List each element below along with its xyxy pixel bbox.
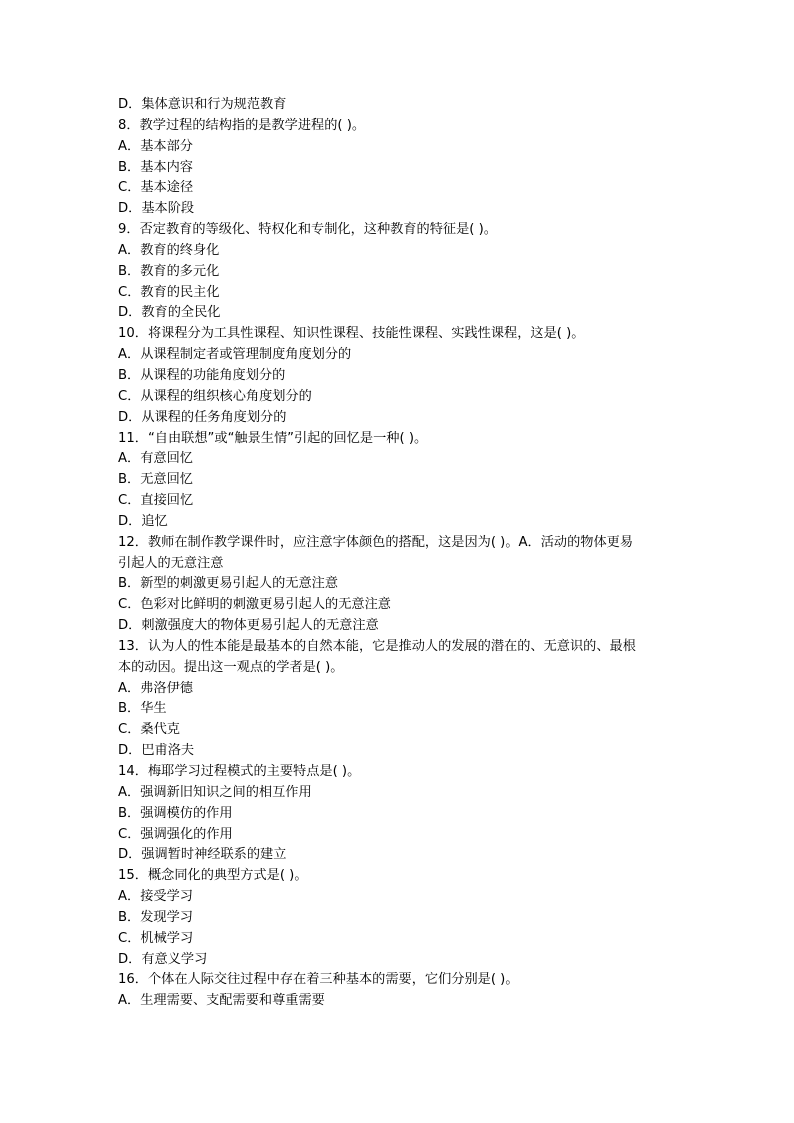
question-13: 13．认为人的性本能是最基本的自然本能，它是推动人的发展的潜在的、无意识的、最根 bbox=[118, 638, 636, 654]
option-b: B．从课程的功能角度划分的 bbox=[118, 367, 286, 383]
question-8: 8．教学过程的结构指的是教学进程的( )。 bbox=[118, 117, 366, 133]
option-d: D．强调暂时神经联系的建立 bbox=[118, 847, 287, 863]
option-c: C．桑代克 bbox=[118, 722, 180, 738]
option-a: A．弗洛伊德 bbox=[118, 680, 193, 696]
option-d: D．巴甫洛夫 bbox=[118, 743, 195, 759]
option-a: A．有意回忆 bbox=[118, 451, 193, 467]
option-d: D．有意义学习 bbox=[118, 951, 208, 967]
option-a: A．基本部分 bbox=[118, 138, 193, 154]
question-15: 15．概念同化的典型方式是( )。 bbox=[118, 868, 308, 884]
question-9: 9．否定教育的等级化、特权化和专制化，这种教育的特征是( )。 bbox=[118, 222, 497, 238]
option-c: C．教育的民主化 bbox=[118, 284, 220, 300]
question-16: 16．个体在人际交往过程中存在着三种基本的需要，它们分别是( )。 bbox=[118, 972, 519, 988]
option-c: C．色彩对比鲜明的刺激更易引起人的无意注意 bbox=[118, 597, 391, 613]
option-a: A．从课程制定者或管理制度角度划分的 bbox=[118, 347, 352, 363]
question-14: 14．梅耶学习过程模式的主要特点是( )。 bbox=[118, 764, 361, 779]
option-b: B．教育的多元化 bbox=[118, 263, 220, 279]
option-c: C．从课程的组织核心角度划分的 bbox=[118, 388, 312, 404]
option-c: C．直接回忆 bbox=[118, 493, 194, 509]
option-b: B．强调模仿的作用 bbox=[118, 805, 233, 821]
option-a: A．强调新旧知识之间的相互作用 bbox=[118, 784, 312, 800]
option-c: C．基本途径 bbox=[118, 180, 194, 196]
option-d: D．从课程的任务角度划分的 bbox=[118, 409, 287, 425]
text-line: D．集体意识和行为规范教育 bbox=[118, 97, 287, 112]
option-c: C．机械学习 bbox=[118, 930, 194, 946]
option-a: A．教育的终身化 bbox=[118, 242, 220, 258]
option-d: D．刺激强度大的物体更易引起人的无意注意 bbox=[118, 618, 379, 634]
option-c: C．强调强化的作用 bbox=[118, 826, 233, 842]
option-b: B．发现学习 bbox=[118, 909, 193, 925]
option-b: B．新型的刺激更易引起人的无意注意 bbox=[118, 576, 339, 592]
question-12-continuation: 引起人的无意注意 bbox=[118, 555, 224, 571]
option-b: B．基本内容 bbox=[118, 159, 193, 175]
option-d: D．教育的全民化 bbox=[118, 305, 221, 321]
option-a: A．接受学习 bbox=[118, 889, 193, 905]
question-13-continuation: 本的动因。提出这一观点的学者是( )。 bbox=[118, 659, 344, 675]
option-d: D．追忆 bbox=[118, 513, 168, 529]
option-d: D．基本阶段 bbox=[118, 201, 195, 217]
option-b: B．华生 bbox=[118, 701, 167, 717]
question-11: 11．“自由联想”或“触景生情”引起的回忆是一种( )。 bbox=[118, 430, 428, 446]
question-10: 10．将课程分为工具性课程、知识性课程、技能性课程、实践性课程，这是( )。 bbox=[118, 326, 585, 342]
document-page bbox=[118, 95, 678, 1012]
option-b: B．无意回忆 bbox=[118, 472, 193, 488]
question-12: 12．教师在制作教学课件时，应注意字体颜色的搭配，这是因为( )。A．活动的物体更易 bbox=[118, 534, 634, 550]
option-a: A．生理需要、支配需要和尊重需要 bbox=[118, 993, 325, 1009]
